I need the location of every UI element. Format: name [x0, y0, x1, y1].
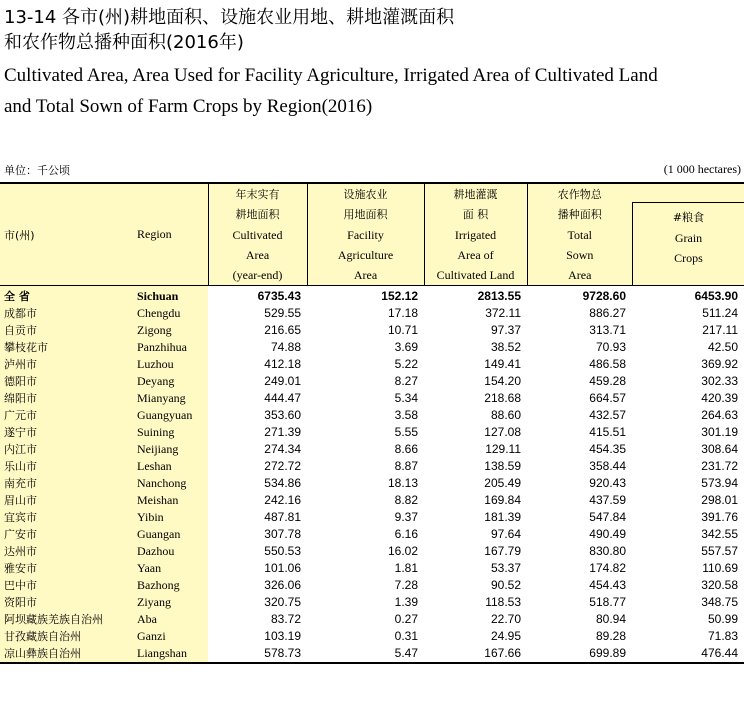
cell-region: Yaan	[133, 560, 208, 577]
cell-cultivated: 578.73	[208, 645, 307, 663]
cell-grain: 476.44	[632, 645, 744, 663]
cell-facility: 5.55	[394, 425, 418, 439]
cell-grain: 342.55	[701, 527, 738, 541]
cell-city-cn: 成都市	[0, 305, 133, 322]
cell-sown: 547.84	[589, 510, 626, 524]
cell-grain: 6453.90	[694, 289, 738, 303]
table-row	[0, 339, 744, 356]
header-col4-cn1: 农作物总	[557, 188, 602, 201]
table-row	[0, 645, 744, 663]
cell-irrigated: 181.39	[484, 510, 521, 524]
cell-facility: 5.34	[394, 391, 418, 405]
cell-grain: 420.39	[701, 391, 738, 405]
cell-cultivated: 272.72	[264, 459, 301, 473]
cell-grain: 231.72	[701, 459, 738, 473]
cell-region: Dazhou	[133, 543, 208, 560]
cell-cultivated: 534.86	[264, 476, 301, 490]
cell-cultivated: 529.55	[264, 306, 301, 320]
unit-label-chinese: 单位：千公顷	[4, 164, 70, 177]
cell-cultivated: 550.53	[264, 544, 301, 558]
cell-city-cn: 乐山市	[0, 458, 133, 475]
cell-cultivated: 487.81	[264, 510, 301, 524]
cell-irrigated: 2813.55	[477, 289, 521, 303]
cell-city-cn: 资阳市	[0, 594, 133, 611]
cell-facility: 0.31	[394, 629, 418, 643]
cell-city-cn: 达州市	[0, 543, 133, 560]
cell-city-cn: 自贡市	[0, 322, 133, 339]
cell-cultivated: 444.47	[264, 391, 301, 405]
cell-facility: 1.39	[394, 595, 418, 609]
cell-cultivated: 353.60	[264, 408, 301, 422]
cell-irrigated: 118.53	[485, 595, 521, 609]
cell-grain: 217.11	[702, 323, 738, 337]
cell-grain: 369.92	[701, 357, 738, 371]
page-title-english	[4, 60, 658, 122]
cell-facility: 5.22	[394, 357, 418, 371]
cell-sown: 9728.60	[582, 289, 626, 303]
cell-sown: 830.80	[589, 544, 626, 558]
cell-facility: 9.37	[394, 510, 418, 524]
cell-irrigated: 24.95	[490, 629, 521, 643]
cell-irrigated: 167.79	[484, 544, 521, 558]
cell-region: Guangan	[133, 526, 208, 543]
cell-grain: 42.50	[707, 340, 738, 354]
table-row	[0, 373, 744, 390]
cell-irrigated: 149.41	[484, 357, 521, 371]
cell-irrigated: 38.52	[490, 340, 521, 354]
header-col1-en1: Cultivated	[232, 228, 283, 242]
cell-sown: 358.44	[589, 459, 626, 473]
cell-facility: 3.69	[394, 340, 418, 354]
table-row	[0, 356, 744, 373]
cell-grain: 302.33	[701, 374, 738, 388]
cell-sown: 174.82	[589, 561, 626, 575]
cell-city-cn: 宜宾市	[0, 509, 133, 526]
header-region: Region	[133, 183, 208, 286]
cell-city-cn: 全 省	[0, 286, 133, 306]
cell-sown: 886.27	[589, 306, 626, 320]
title-cn-line1: 13-14 各市(州)耕地面积、设施农业用地、耕地灌溉面积	[4, 7, 455, 28]
cell-facility: 10.71	[387, 323, 418, 337]
header-col5-en2: Crops	[674, 251, 703, 265]
header-grain-subcell	[632, 202, 744, 285]
cell-sown: 454.43	[589, 578, 626, 592]
cell-grain: 71.83	[707, 629, 738, 643]
page-title-chinese	[4, 5, 454, 55]
title-en-line1: Cultivated Area, Area Used for Facility Agriculture, Irrigated Area of Cultivated Land	[4, 65, 658, 86]
cell-facility: 5.47	[307, 645, 424, 663]
cell-city-cn: 广安市	[0, 526, 133, 543]
cell-region: Liangshan	[133, 645, 208, 663]
cell-cultivated: 103.19	[264, 629, 301, 643]
cell-cultivated: 320.75	[264, 595, 301, 609]
header-col5-cn: #粮食	[672, 211, 705, 224]
cell-irrigated: 218.68	[484, 391, 521, 405]
cell-facility: 17.18	[387, 306, 418, 320]
statistics-table	[0, 182, 744, 664]
cell-sown: 490.49	[589, 527, 626, 541]
cell-cultivated: 412.18	[264, 357, 301, 371]
cell-irrigated: 22.70	[490, 612, 521, 626]
cell-region: Bazhong	[133, 577, 208, 594]
cell-sown: 70.93	[595, 340, 626, 354]
cell-region: Luzhou	[133, 356, 208, 373]
header-col3-en3: Cultivated Land	[436, 268, 515, 282]
header-city-cn: 市(州)	[0, 183, 133, 286]
table-row	[0, 611, 744, 628]
table-row	[0, 526, 744, 543]
cell-irrigated: 90.52	[490, 578, 521, 592]
cell-facility: 7.28	[394, 578, 418, 592]
table-row	[0, 424, 744, 441]
cell-city-cn: 雅安市	[0, 560, 133, 577]
cell-irrigated: 154.20	[484, 374, 521, 388]
title-en-line2: and Total Sown of Farm Crops by Region(2016)	[4, 96, 373, 117]
cell-cultivated: 326.06	[264, 578, 301, 592]
header-irrigated-area	[424, 183, 527, 286]
cell-irrigated: 97.37	[490, 323, 521, 337]
cell-city-cn: 泸州市	[0, 356, 133, 373]
header-col2-en3: Area	[353, 268, 378, 282]
table-row	[0, 543, 744, 560]
cell-city-cn: 南充市	[0, 475, 133, 492]
cell-city-cn: 巴中市	[0, 577, 133, 594]
header-col2-en1: Facility	[347, 228, 384, 242]
cell-grain: 50.99	[707, 612, 738, 626]
cell-city-cn: 甘孜藏族自治州	[0, 628, 133, 645]
cell-region: Neijiang	[133, 441, 208, 458]
header-cultivated-area	[208, 183, 307, 286]
cell-cultivated: 242.16	[264, 493, 301, 507]
cell-grain: 391.76	[701, 510, 738, 524]
cell-sown: 432.57	[589, 408, 626, 422]
cell-irrigated: 167.66	[424, 645, 527, 663]
cell-region: Leshan	[133, 458, 208, 475]
cell-region: Chengdu	[133, 305, 208, 322]
header-col3-en1: Irrigated	[454, 228, 497, 242]
header-col2-en2: Agriculture	[337, 248, 394, 262]
cell-region: Yibin	[133, 509, 208, 526]
header-col2-cn1: 设施农业	[343, 188, 388, 201]
cell-sown: 415.51	[589, 425, 626, 439]
title-cn-line2: 和农作物总播种面积(2016年)	[4, 32, 244, 53]
cell-cultivated: 6735.43	[257, 289, 301, 303]
cell-facility: 8.66	[394, 442, 418, 456]
cell-grain: 110.69	[702, 561, 738, 575]
cell-city-cn: 广元市	[0, 407, 133, 424]
cell-facility: 3.58	[394, 408, 418, 422]
table-row	[0, 441, 744, 458]
cell-facility: 152.12	[381, 289, 418, 303]
cell-cultivated: 216.65	[264, 323, 301, 337]
cell-sown: 920.43	[589, 476, 626, 490]
header-col1-en2: Area	[245, 248, 270, 262]
cell-city-cn: 绵阳市	[0, 390, 133, 407]
cell-sown: 459.28	[589, 374, 626, 388]
header-col1-cn1: 年末实有	[235, 188, 280, 201]
cell-region: Aba	[133, 611, 208, 628]
header-col1-cn2: 耕地面积	[235, 208, 280, 221]
cell-region: Sichuan	[133, 286, 208, 306]
cell-grain: 348.75	[701, 595, 738, 609]
cell-sown: 486.58	[589, 357, 626, 371]
header-col2-cn2: 用地面积	[343, 208, 388, 221]
table-row	[0, 594, 744, 611]
cell-sown: 89.28	[595, 629, 626, 643]
table-row-total	[0, 286, 744, 306]
cell-cultivated: 307.78	[264, 527, 301, 541]
table-row	[0, 509, 744, 526]
cell-city-cn: 阿坝藏族羌族自治州	[0, 611, 133, 628]
header-col4-en1: Total	[567, 228, 592, 242]
cell-facility: 8.82	[394, 493, 418, 507]
cell-city-cn: 遂宁市	[0, 424, 133, 441]
header-grain-crops	[632, 183, 744, 286]
header-col5-en1: Grain	[674, 231, 703, 245]
cell-facility: 8.27	[394, 374, 418, 388]
header-col3-en2: Area of	[457, 248, 494, 262]
cell-irrigated: 205.49	[484, 476, 521, 490]
cell-city-cn: 凉山彝族自治州	[0, 645, 133, 663]
cell-irrigated: 97.64	[490, 527, 521, 541]
header-total-sown-area	[527, 183, 632, 286]
cell-grain: 557.57	[701, 544, 738, 558]
cell-region: Ganzi	[133, 628, 208, 645]
cell-grain: 320.58	[701, 578, 738, 592]
cell-cultivated: 74.88	[270, 340, 301, 354]
table-row	[0, 475, 744, 492]
cell-facility: 6.16	[394, 527, 418, 541]
table-row	[0, 628, 744, 645]
table-row	[0, 492, 744, 509]
cell-region: Suining	[133, 424, 208, 441]
cell-cultivated: 274.34	[264, 442, 301, 456]
table-row	[0, 458, 744, 475]
cell-cultivated: 271.39	[264, 425, 301, 439]
cell-grain: 264.63	[701, 408, 738, 422]
cell-cultivated: 249.01	[264, 374, 301, 388]
cell-facility: 18.13	[387, 476, 418, 490]
table-row	[0, 407, 744, 424]
cell-region: Guangyuan	[133, 407, 208, 424]
cell-grain: 301.19	[701, 425, 738, 439]
header-col4-cn2: 播种面积	[557, 208, 602, 221]
cell-sown: 664.57	[589, 391, 626, 405]
table-row	[0, 322, 744, 339]
cell-city-cn: 内江市	[0, 441, 133, 458]
cell-region: Deyang	[133, 373, 208, 390]
header-col4-en3: Area	[568, 268, 592, 282]
cell-irrigated: 129.11	[485, 442, 521, 456]
cell-city-cn: 德阳市	[0, 373, 133, 390]
cell-sown: 313.71	[589, 323, 626, 337]
cell-grain: 511.24	[702, 306, 738, 320]
cell-sown: 454.35	[589, 442, 626, 456]
cell-facility: 1.81	[394, 561, 418, 575]
cell-region: Meishan	[133, 492, 208, 509]
cell-region: Ziyang	[133, 594, 208, 611]
cell-cultivated: 83.72	[270, 612, 301, 626]
cell-cultivated: 101.06	[264, 561, 301, 575]
header-facility-area	[307, 183, 424, 286]
table-row	[0, 560, 744, 577]
cell-irrigated: 372.11	[485, 306, 521, 320]
cell-facility: 16.02	[387, 544, 418, 558]
header-col4-en2: Sown	[566, 248, 594, 262]
table-row	[0, 390, 744, 407]
cell-irrigated: 88.60	[490, 408, 521, 422]
cell-region: Panzhihua	[133, 339, 208, 356]
cell-irrigated: 127.08	[484, 425, 521, 439]
cell-sown: 699.89	[527, 645, 632, 663]
cell-irrigated: 138.59	[484, 459, 521, 473]
cell-city-cn: 攀枝花市	[0, 339, 133, 356]
cell-sown: 518.77	[589, 595, 626, 609]
cell-city-cn: 眉山市	[0, 492, 133, 509]
header-col1-en3: (year-end)	[232, 268, 283, 282]
cell-sown: 437.59	[589, 493, 626, 507]
header-col3-cn2: 面 积	[462, 208, 489, 221]
cell-region: Nanchong	[133, 475, 208, 492]
cell-region: Zigong	[133, 322, 208, 339]
table-row	[0, 577, 744, 594]
header-col3-cn1: 耕地灌溉	[453, 188, 498, 201]
cell-facility: 0.27	[394, 612, 418, 626]
cell-irrigated: 169.84	[484, 493, 521, 507]
cell-sown: 80.94	[595, 612, 626, 626]
cell-grain: 308.64	[701, 442, 738, 456]
cell-region: Mianyang	[133, 390, 208, 407]
cell-grain: 573.94	[701, 476, 738, 490]
cell-facility: 8.87	[394, 459, 418, 473]
unit-label-english: (1 000 hectares)	[663, 162, 741, 176]
table-row	[0, 305, 744, 322]
table-header-row	[0, 183, 744, 286]
cell-grain: 298.01	[701, 493, 738, 507]
cell-irrigated: 53.37	[490, 561, 521, 575]
